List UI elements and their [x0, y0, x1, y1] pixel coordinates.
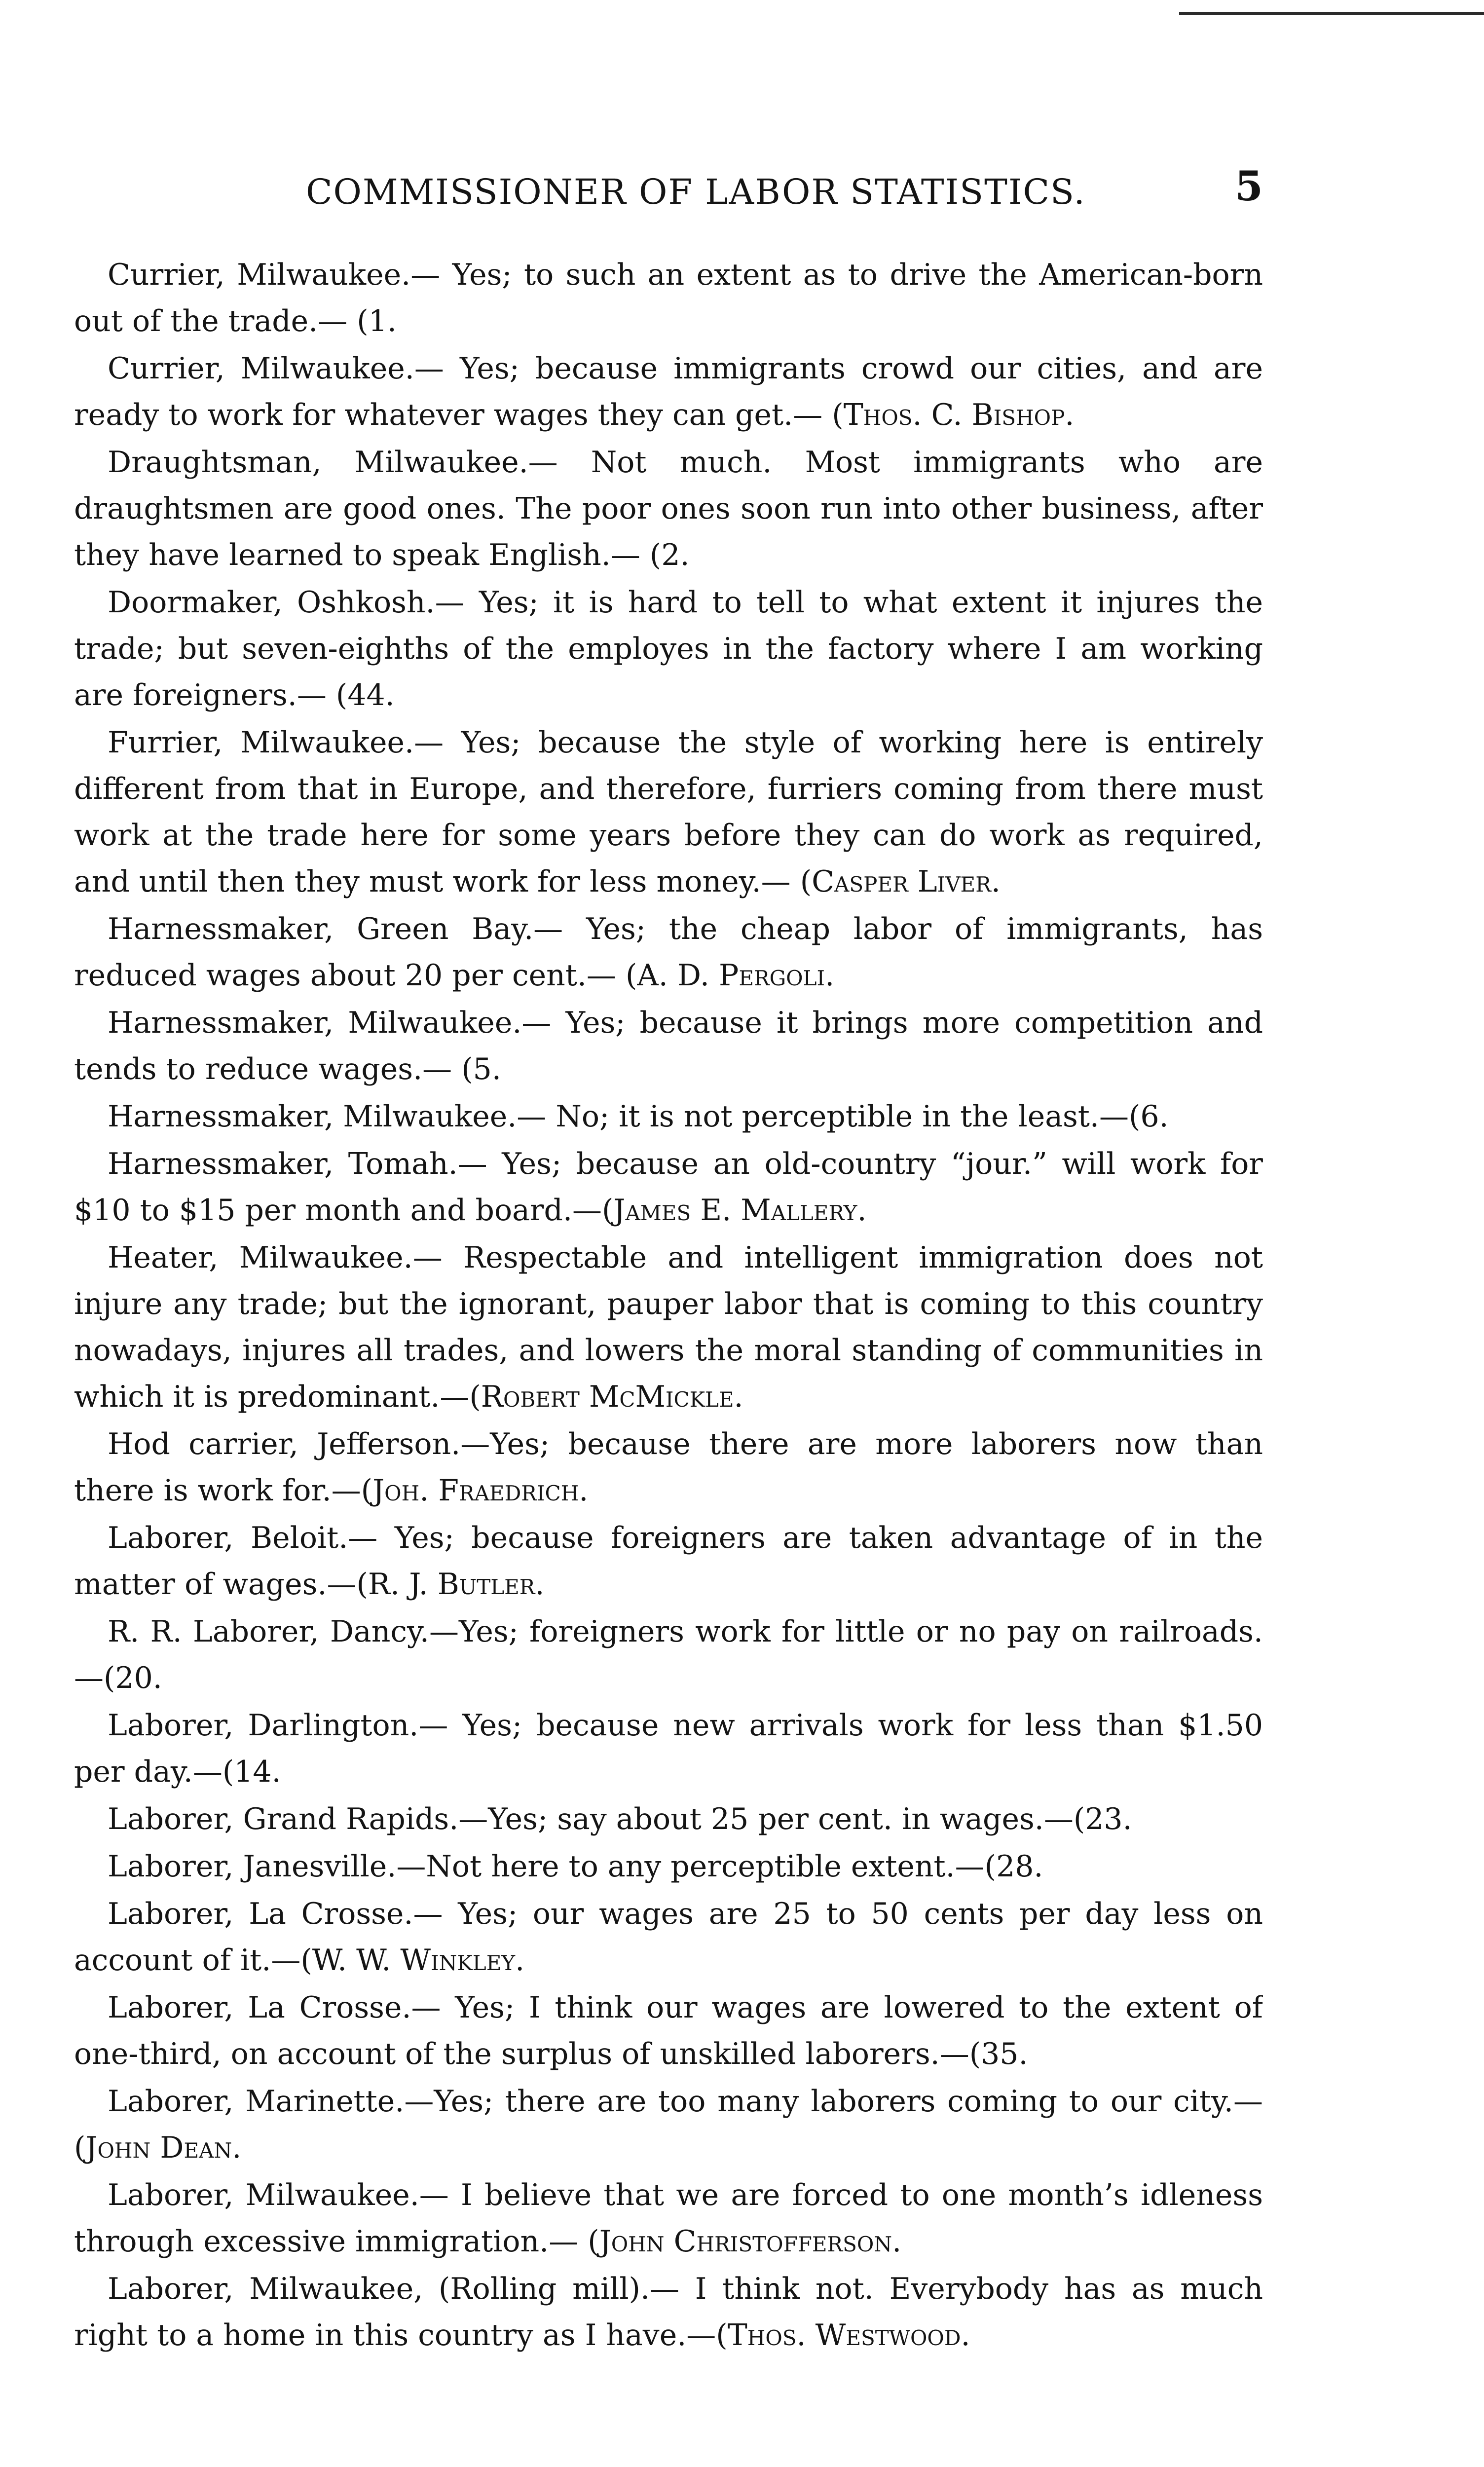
- scan-edge-line: [1179, 12, 1484, 15]
- running-title: COMMISSIONER OF LABOR STATISTICS.: [306, 172, 1086, 212]
- entry-paragraph: Laborer, Janesville.—Not here to any perceptible extent.—(28.: [108, 1849, 1043, 1884]
- entry-paragraph: Hod carrier, Jefferson.—Yes; because there are more laborers now than there is work for.—(Joh. Fraedrich.: [74, 1427, 1263, 1508]
- entry-paragraph: Harnessmaker, Tomah.— Yes; because an old-country “jour.” will work for $10 to $15 per month and board.—(James E. Mallery.: [74, 1147, 1263, 1228]
- entry-paragraph: Laborer, La Crosse.— Yes; our wages are 25 to 50 cents per day less on account of it.—(W. W. Winkley.: [74, 1897, 1263, 1978]
- entry-paragraph: Draughtsman, Milwaukee.— Not much. Most immigrants who are draughtsmen are good ones. The poor ones soon run into other business, after they have learned to speak English.— (2.: [74, 445, 1263, 572]
- entry-paragraph: Doormaker, Oshkosh.— Yes; it is hard to tell to what extent it injures the trade; but seven-eighths of the employes in the factory where I am working are foreigners.— (44.: [74, 585, 1263, 712]
- entry-paragraph: Currier, Milwaukee.— Yes; because immigrants crowd our cities, and are ready to work for whatever wages they can get.— (Thos. C. Bishop.: [74, 351, 1263, 432]
- entry-paragraph: Laborer, Milwaukee, (Rolling mill).— I think not. Everybody has as much right to a home in this country as I have.—(Thos. Westwood.: [74, 2272, 1263, 2353]
- entry-paragraph: Harnessmaker, Milwaukee.— Yes; because it brings more competition and tends to reduce wages.— (5.: [74, 1006, 1263, 1086]
- body-text: [74, 252, 1263, 2373]
- entry-paragraph: Furrier, Milwaukee.— Yes; because the style of working here is entirely different from that in Europe, and therefore, furriers coming from there must work at the trade here for some years before they can do work as required, and until then they must work for less money.— (Casper Liver.: [74, 725, 1263, 899]
- entry-paragraph: Harnessmaker, Milwaukee.— No; it is not perceptible in the least.—(6.: [108, 1099, 1169, 1134]
- entry-paragraph: Laborer, Grand Rapids.—Yes; say about 25 per cent. in wages.—(23.: [108, 1802, 1132, 1836]
- entry-paragraph: Laborer, Darlington.— Yes; because new arrivals work for less than $1.50 per day.—(14.: [74, 1708, 1263, 1789]
- entry-paragraph: Currier, Milwaukee.— Yes; to such an extent as to drive the American-born out of the trade.— (1.: [74, 258, 1263, 338]
- entry-paragraph: Laborer, Milwaukee.— I believe that we are forced to one month’s idleness through excessive immigration.— (John Christofferson.: [74, 2178, 1263, 2259]
- entry-paragraph: Heater, Milwaukee.— Respectable and intelligent immigration does not injure any trade; but the ignorant, pauper labor that is coming to this country nowadays, injures all trades, and lowers the moral standing of communities in which it is predominant.—(Robert McMickle.: [74, 1240, 1263, 1414]
- page-header: [74, 163, 1263, 212]
- page-number: 5: [1234, 163, 1263, 210]
- entry-paragraph: R. R. Laborer, Dancy.—Yes; foreigners work for little or no pay on railroads.—(20.: [74, 1614, 1263, 1695]
- entry-paragraph: Harnessmaker, Green Bay.— Yes; the cheap labor of immigrants, has reduced wages about 20 per cent.— (A. D. Pergoli.: [74, 912, 1263, 993]
- entry-paragraph: Laborer, La Crosse.— Yes; I think our wages are lowered to the extent of one-third, on account of the surplus of unskilled laborers.—(35.: [74, 1990, 1263, 2071]
- entry-paragraph: Laborer, Marinette.—Yes; there are too many laborers coming to our city.—(John Dean.: [74, 2084, 1263, 2165]
- entry-paragraph: Laborer, Beloit.— Yes; because foreigners are taken advantage of in the matter of wages.—(R. J. Butler.: [74, 1521, 1263, 1602]
